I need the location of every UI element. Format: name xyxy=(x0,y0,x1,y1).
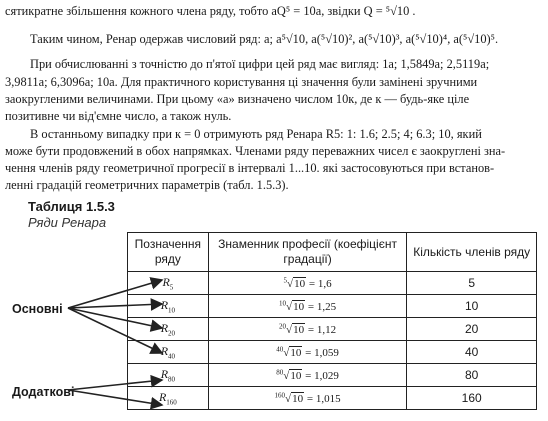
row-ratio: $^{80}$√10 = 1,029 xyxy=(208,364,407,387)
text-line-2: Таким чином, Ренар одержав числовий ряд: a; a⁵√10, a(⁵√10)², a(⁵√10)³, a(⁵√10)⁴, a(⁵√10)⁵. xyxy=(30,32,499,46)
row-symbol: $R_{10}$ xyxy=(128,295,209,318)
group-label-additional: Додаткові xyxy=(12,385,75,399)
row-count: 5 xyxy=(407,272,537,295)
row-symbol: $R_{160}$ xyxy=(128,387,209,410)
text-line-5: заокругленими величинами. При цьому «а» визначено числом 10к, де к — будь-яке ціле xyxy=(5,92,470,106)
header-count: Кількість членів ряду xyxy=(407,233,537,272)
row-ratio: $^5$√10 = 1,6 xyxy=(208,272,407,295)
text-line-9: чення членів ряду геометричної прогресії в інтервалі 1...10. які застосовуються при встанов- xyxy=(5,161,495,175)
header-symbol: Позначення ряду xyxy=(128,233,209,272)
row-symbol: $R_{20}$ xyxy=(128,318,209,341)
row-ratio: $^{10}$√10 = 1,25 xyxy=(208,295,407,318)
row-count: 160 xyxy=(407,387,537,410)
row-ratio: $^{160}$√10 = 1,015 xyxy=(208,387,407,410)
arrow-main-r40 xyxy=(68,308,162,353)
row-ratio: $^{40}$√10 = 1,059 xyxy=(208,341,407,364)
row-symbol: $R_{40}$ xyxy=(128,341,209,364)
row-symbol: $R_{80}$ xyxy=(128,364,209,387)
row-count: 20 xyxy=(407,318,537,341)
arrow-main-r20 xyxy=(68,308,162,328)
row-count: 10 xyxy=(407,295,537,318)
text-line-3: При обчислюванні з точністю до п'ятої цифри цей ряд має вигляд: 1a; 1,5849a; 2,5119a; xyxy=(30,57,490,71)
text-line-8: може бути продовжений в обох напрямках. Членами ряду переважних чисел є заокруглені зна- xyxy=(5,144,506,158)
text-line-6: позитивне чи від'ємне число, а також нуль. xyxy=(5,109,232,123)
arrow-add-r80 xyxy=(68,380,162,390)
table-caption: Таблиця 1.5.3 xyxy=(28,199,115,214)
text-line-10: ленні градацій геометричних параметрів (табл. 1.5.3). xyxy=(5,178,289,192)
text-line-4: 3,9811a; 6,3096a; 10a. Для практичного користування ці значення були замінені зручними xyxy=(5,75,478,89)
row-count: 40 xyxy=(407,341,537,364)
row-symbol: $R_5$ xyxy=(128,272,209,295)
table-subtitle: Ряди Ренара xyxy=(28,215,107,230)
group-label-main: Основні xyxy=(12,302,63,316)
row-ratio: $^{20}$√10 = 1,12 xyxy=(208,318,407,341)
text-line-7: В останньому випадку при к = 0 отримують ряд Ренара R5: 1: 1.6; 2.5; 4; 6.3; 10, який xyxy=(30,127,482,141)
header-ratio: Знаменник професії (коефіцієнт градації) xyxy=(208,233,407,272)
text-line-1: сятикратне збільшення кожного члена ряду, тобто aQ⁵ = 10a, звідки Q = ⁵√10 . xyxy=(5,4,416,18)
arrow-add-r160 xyxy=(68,390,162,405)
row-count: 80 xyxy=(407,364,537,387)
